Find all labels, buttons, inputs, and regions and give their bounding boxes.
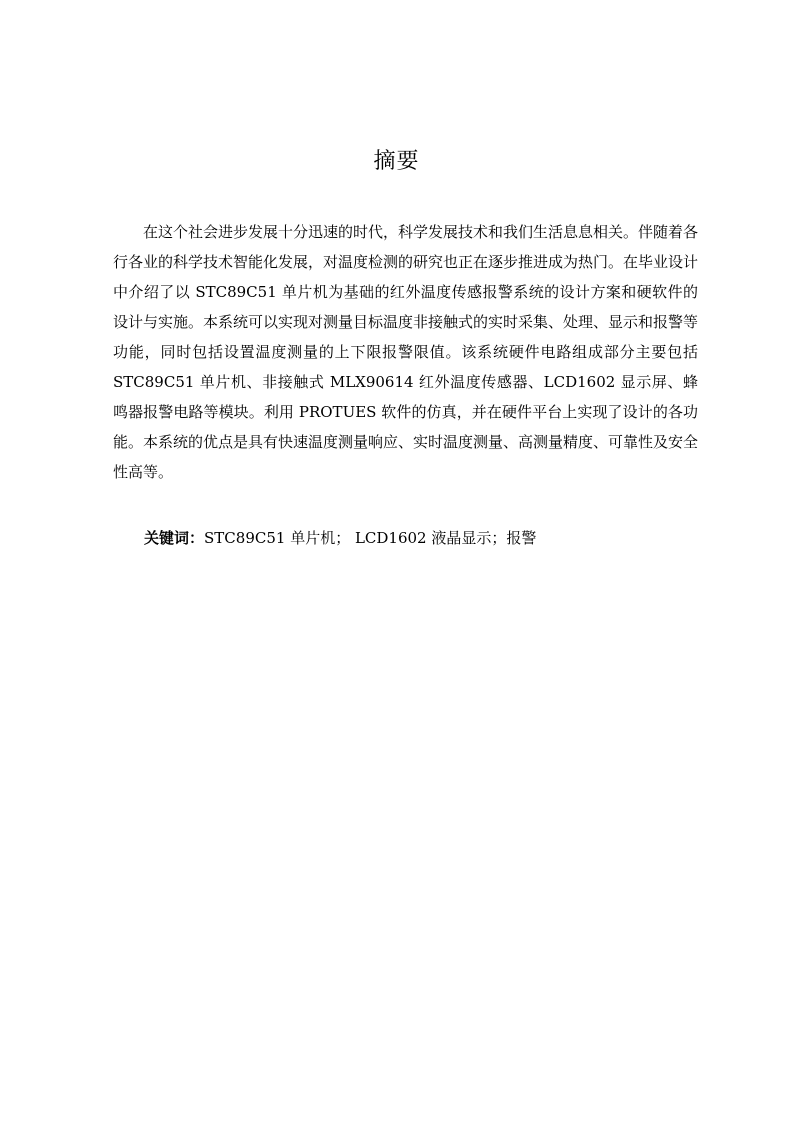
keywords-line [144,526,704,550]
keywords-label: 关键词： [144,529,205,547]
abstract-paragraph: 在这个社会进步发展十分迅速的时代，科学发展技术和我们生活息息相关。伴随着各行各业的科学技术智能化发展，对温度检测的研究也正在逐步推进成为热门。在毕业设计中介绍了以 STC89C51 单片机为基础的红外温度传感报警系统的设计方案和硬软件的设计与实施。本系统可以实现对测量目标温度非接触式的实时采集、处理、显示和报警等功能，同时包括设置温度测量的上下限报警限值。该系统硬件电路组成部分主要包括 STC89C51 单片机、非接触式 MLX90614 红外温度传感器、LCD1602 显示屏、蜂鸣器报警电路等模块。利用 PROTUES 软件的仿真，并在硬件平台上实现了设计的各功能。本系统的优点是具有快速温度测量响应、实时温度测量、高测量精度、可靠性及安全性高等。 [113,223,699,481]
abstract-title: 摘要 [373,149,420,174]
keywords-values: STC89C51 单片机； LCD1602 液晶显示；报警 [204,529,537,547]
